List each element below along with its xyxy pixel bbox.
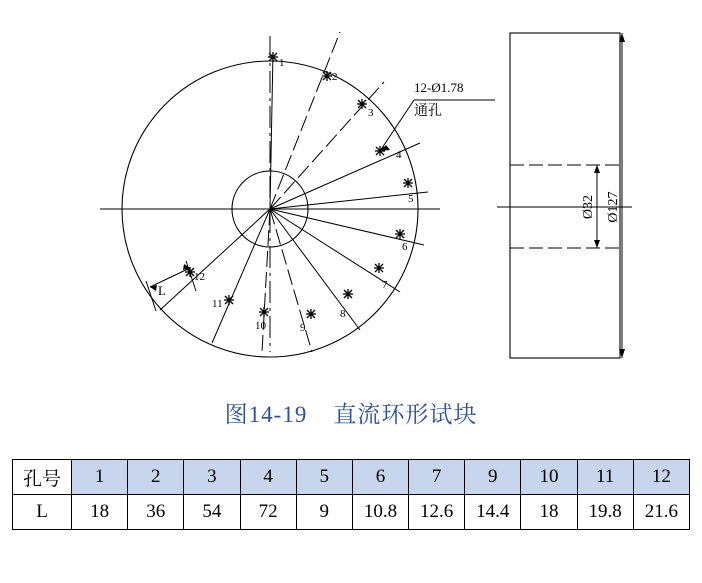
header-hole-11: 11	[577, 460, 633, 495]
hole-number-2: 2	[332, 71, 338, 83]
length-label: L	[158, 283, 166, 298]
hole-number-10: 10	[255, 320, 266, 332]
inner-diameter-label: Ø32	[581, 194, 596, 220]
header-hole-6: 6	[352, 460, 408, 495]
figure-caption	[0, 396, 702, 429]
hole-line-3	[270, 82, 384, 209]
hole-number-4: 4	[396, 149, 402, 161]
depth-hole-9: 14.4	[465, 495, 521, 530]
header-hole-2: 2	[128, 460, 184, 495]
header-hole-9: 9	[465, 460, 521, 495]
depth-hole-2: 36	[128, 495, 184, 530]
hole-marker-1	[268, 52, 278, 62]
hole-callout-line-2: 通孔	[414, 104, 442, 119]
outer-diameter-label: Ø127	[606, 191, 621, 223]
row-label-length: L	[13, 495, 72, 530]
header-hole-10: 10	[521, 460, 577, 495]
length-arrow-start	[150, 285, 157, 291]
radial-hole-lines	[160, 32, 428, 352]
table-row	[13, 460, 690, 495]
hole-number-1: 1	[279, 57, 285, 69]
hole-marker-3	[357, 99, 367, 109]
depth-hole-7: 12.6	[409, 495, 465, 530]
header-hole-12: 12	[633, 460, 689, 495]
hole-number-8: 8	[340, 308, 346, 320]
hole-depth-table-wrap	[12, 459, 690, 530]
length-dimension	[146, 261, 196, 311]
header-hole-5: 5	[296, 460, 352, 495]
hole-number-6: 6	[402, 241, 408, 253]
callout-leader-line	[380, 100, 414, 151]
hole-number-7: 7	[382, 279, 388, 291]
figure-title: 直流环形试块	[333, 402, 478, 427]
hole-marker-9	[306, 309, 316, 319]
depth-hole-6: 10.8	[352, 495, 408, 530]
figure-number: 图14-19	[224, 402, 308, 427]
header-hole-7: 7	[409, 460, 465, 495]
hole-depth-table	[12, 459, 690, 530]
hole-line-9	[270, 209, 312, 352]
inner-dim-arrow-top	[594, 165, 600, 173]
depth-hole-11: 19.8	[577, 495, 633, 530]
hole-marker-7	[374, 263, 384, 273]
depth-hole-1: 18	[72, 495, 128, 530]
hole-marker-8	[343, 289, 353, 299]
hole-marker-11	[224, 295, 234, 305]
side-view-outline	[510, 33, 620, 358]
row-label-hole-number: 孔号	[13, 460, 72, 495]
depth-hole-12: 21.6	[633, 495, 689, 530]
hole-number-3: 3	[368, 107, 374, 119]
hole-line-7	[270, 209, 400, 292]
depth-hole-5: 9	[296, 495, 352, 530]
hole-marker-6	[395, 229, 405, 239]
hole-number-5: 5	[408, 193, 414, 205]
hole-marker-10	[259, 307, 269, 317]
depth-hole-3: 54	[184, 495, 240, 530]
hole-number-12: 12	[194, 271, 205, 283]
table-row	[13, 495, 690, 530]
length-dim-line	[150, 268, 190, 287]
depth-hole-4: 72	[240, 495, 296, 530]
hole-number-9: 9	[300, 322, 306, 334]
header-hole-1: 1	[72, 460, 128, 495]
hole-number-labels	[194, 57, 414, 334]
hole-line-5	[270, 192, 428, 209]
depth-hole-10: 18	[521, 495, 577, 530]
header-hole-3: 3	[184, 460, 240, 495]
header-hole-4: 4	[240, 460, 296, 495]
inner-dim-arrow-bottom	[594, 240, 600, 248]
hole-marker-5	[403, 178, 413, 188]
hole-marker-2	[322, 71, 332, 81]
hole-line-12	[160, 209, 270, 310]
hole-callout-line-1: 12-Ø1.78	[414, 80, 464, 95]
length-ext-line-1	[146, 281, 156, 311]
hole-number-11: 11	[212, 298, 223, 310]
